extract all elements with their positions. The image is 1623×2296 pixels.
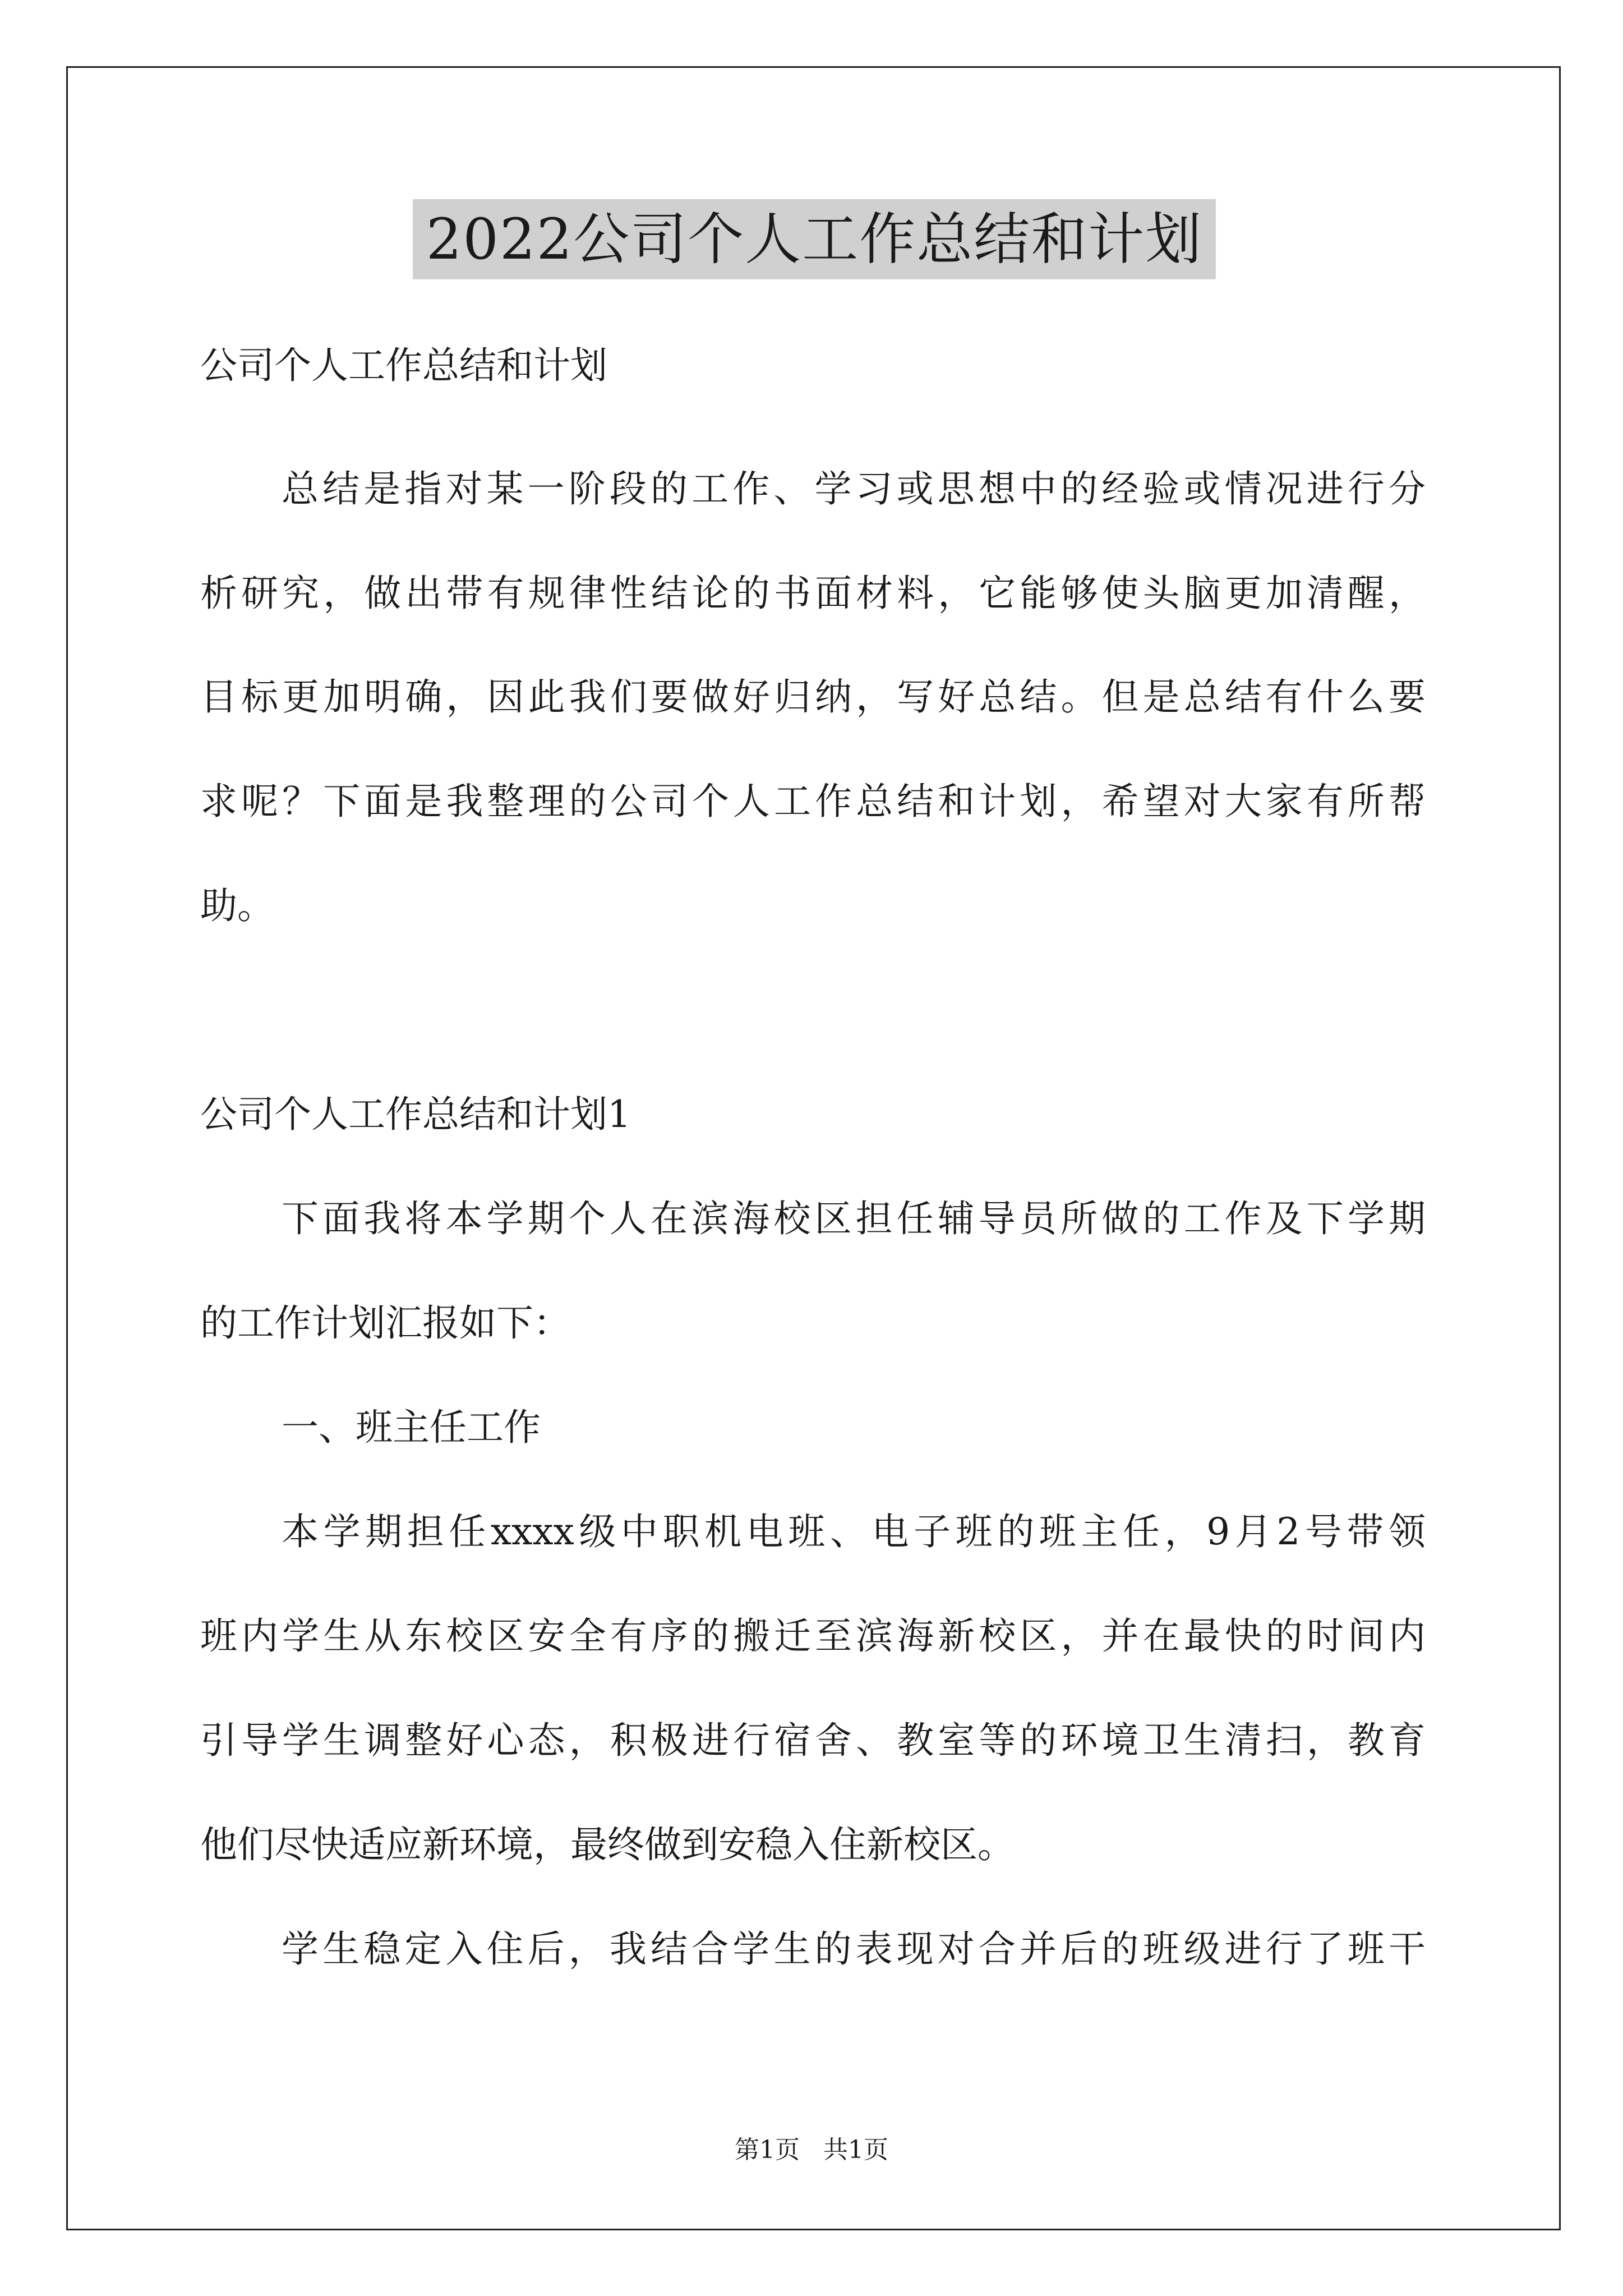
paragraph-line: 学生稳定入住后，我结合学生的表现对合并后的班级进行了班干 (282, 1927, 1426, 1971)
intro-line: 求呢？下面是我整理的公司个人工作总结和计划，希望对大家有所帮 (200, 780, 1426, 823)
subsection-line: 本学期担任xxxx级中职机电班、电子班的班主任，9月2号带领 (282, 1510, 1426, 1553)
subsection-heading: 一、班主任工作 (282, 1406, 541, 1449)
section-heading: 公司个人工作总结和计划1 (200, 1093, 631, 1136)
document-subtitle: 公司个人工作总结和计划 (200, 344, 607, 387)
document-title: 2022公司个人工作总结和计划 (413, 199, 1216, 279)
section-line: 下面我将本学期个人在滨海校区担任辅导员所做的工作及下学期 (282, 1197, 1426, 1240)
subsection-line: 引导学生调整好心态，积极进行宿舍、教室等的环境卫生清扫，教育 (200, 1719, 1426, 1762)
intro-line: 助。 (200, 884, 274, 927)
intro-line: 总结是指对某一阶段的工作、学习或思想中的经验或情况进行分 (282, 467, 1426, 510)
intro-line: 析研究，做出带有规律性结论的书面材料，它能够使头脑更加清醒， (200, 572, 1426, 615)
page-footer: 第1页 共1页 (735, 2136, 888, 2164)
subsection-line: 他们尽快适应新环境，最终做到安稳入住新校区。 (200, 1823, 1015, 1866)
intro-line: 目标更加明确，因此我们要做好归纳，写好总结。但是总结有什么要 (200, 675, 1426, 719)
section-line: 的工作计划汇报如下： (200, 1301, 570, 1345)
subsection-line: 班内学生从东校区安全有序的搬迁至滨海新校区，并在最快的时间内 (200, 1614, 1426, 1658)
